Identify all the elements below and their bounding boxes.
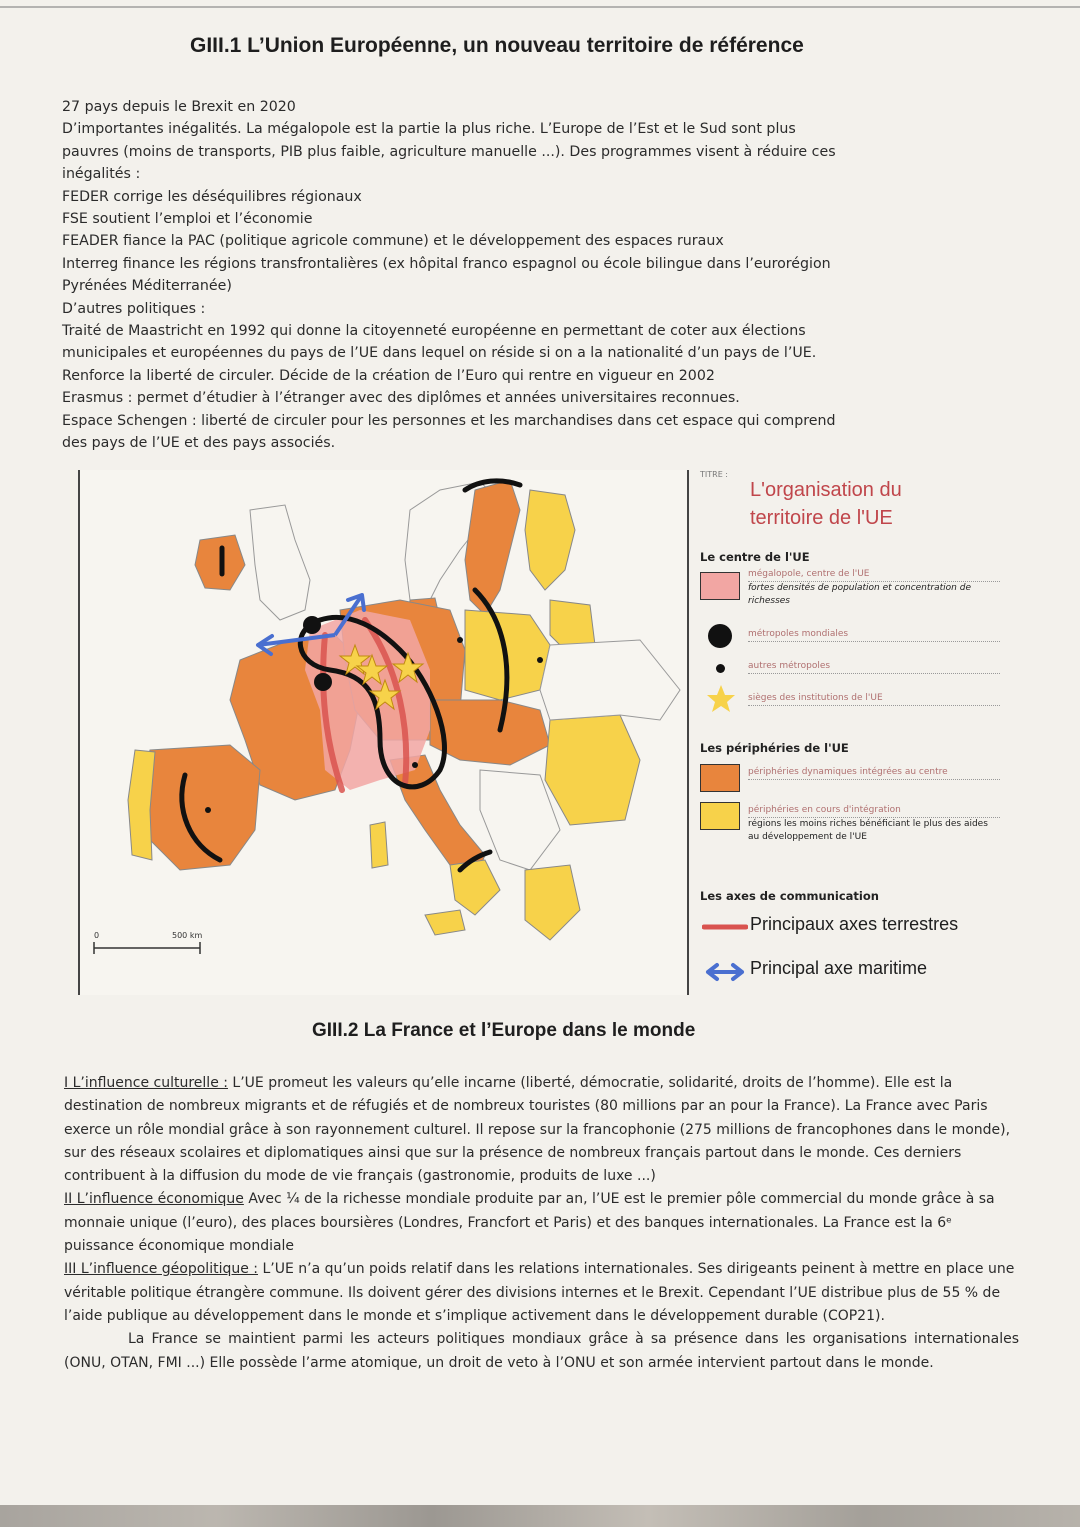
text-economique: Avec ¼ de la richesse mondiale produite par an, l’UE est le premier pôle commercial du monde grâce à sa monnaie unique (l’euro), des places boursières (Londres, Francfort et Paris) et des banques internationales. La France est la 6ᵉ puissance économique mondiale [64, 1191, 995, 1255]
sardinia-island [370, 822, 388, 868]
legend-titre-prefix: TITRE : [700, 470, 728, 479]
section1-body [62, 96, 1022, 455]
metropole-mondiale-london [303, 616, 321, 634]
legend-centre-heading: Le centre de l'UE [700, 550, 810, 564]
paragraph-economique [64, 1188, 1019, 1258]
intro-line: Renforce la liberté de circuler. Décide de la création de l’Euro qui rentre en vigueur en 2002 [62, 367, 715, 384]
scale-zero-label: 0 [94, 931, 100, 940]
legend-row-megalopole [700, 568, 1000, 618]
heading-culturel: I L’influence culturelle : [64, 1075, 228, 1091]
paragraph-culturel [64, 1072, 1019, 1188]
eu-map [78, 470, 689, 995]
periph-dynamiques-swatch [700, 764, 740, 792]
metropole-mondiale-symbol [708, 624, 732, 648]
legend-megalopole-desc: fortes densités de population et concentration de richesses [748, 583, 971, 606]
legend-row-metropoles-mondiales [700, 620, 1000, 654]
heading-geopolitique: III L’influence géopolitique : [64, 1261, 259, 1278]
megalopole-swatch [700, 572, 740, 600]
section2-body [64, 1072, 1019, 1375]
intro-line: FEADER fiance la PAC (politique agricole commune) et le développement des espaces ruraux [62, 233, 724, 250]
star-icon [706, 684, 736, 714]
legend-row-axe-maritime [700, 954, 1000, 988]
autre-metropole-symbol [716, 664, 725, 673]
eu-map-drawing [80, 470, 687, 995]
intro-line: Espace Schengen : liberté de circuler pour les personnes et les marchandises dans cet espace qui comprend [62, 412, 836, 429]
scan-edge-line [0, 6, 1080, 8]
section1-title: GIII.1 L’Union Européenne, un nouveau territoire de référence [190, 34, 804, 57]
legend-title [750, 476, 990, 532]
intro-line: inégalités : [62, 166, 141, 183]
autre-metropole [205, 807, 211, 813]
intro-line: FSE soutient l’emploi et l’économie [62, 211, 313, 228]
legend-axes-heading: Les axes de communication [700, 889, 879, 903]
legend-axes-terrestres: Principaux axes terrestres [750, 914, 959, 934]
legend-sieges: sièges des institutions de l'UE [748, 692, 1000, 706]
intro-line: des pays de l’UE et des pays associés. [62, 435, 336, 452]
legend-periph-desc: régions les moins riches bénéficiant le plus des aides au développement de l'UE [748, 819, 988, 842]
scale-label: 500 km [172, 931, 203, 940]
intro-line: Traité de Maastricht en 1992 qui donne la citoyenneté européenne en permettant de coter aux élections [62, 323, 806, 340]
scan-bottom-edge [0, 1505, 1080, 1527]
intro-line: FEDER corrige les déséquilibres régionaux [62, 188, 362, 205]
paragraph-france: La France se maintient parmi les acteurs politiques mondiaux grâce à sa présence dans les organisations internationales (ONU, OTAN, FMI ...) Elle possède l’arme atomique, un droit de veto à l’ONU et son armée intervient partout dans le monde. [64, 1331, 1019, 1371]
intro-line: Erasmus : permet d’étudier à l’étranger avec des diplômes et années universitaires reconnues. [62, 390, 740, 407]
legend-title-line: territoire de l'UE [750, 507, 893, 529]
legend-row-axes-terrestres [700, 910, 1000, 944]
autre-metropole [537, 657, 543, 663]
legend-row-sieges [700, 682, 1000, 716]
heading-economique: II L’influence économique [64, 1191, 244, 1208]
intro-line: D’autres politiques : [62, 300, 206, 317]
legend-row-periph-integration [700, 798, 1000, 848]
text-geopolitique: L’UE n’a qu’un poids relatif dans les relations internationales. Ses dirigeants peinent à mettre en place une véritable politique étrangère commune. Ils doivent gérer des divisions internes et le Brexit. Cependant l’UE distribue plus de 55 % de l’aide publique au développement dans le monde et s’implique activement dans le développement durable (COP21). [64, 1261, 1015, 1324]
intro-line: D’importantes inégalités. La mégalopole est la partie la plus riche. L’Europe de l’Est et le Sud sont plus [62, 121, 796, 138]
legend-autres-metropoles: autres métropoles [748, 660, 1000, 674]
legend-metropoles-mondiales: métropoles mondiales [748, 628, 1000, 642]
intro-line: municipales et européennes du pays de l’UE dans lequel on réside si on a la nationalité d’un pays de l’UE. [62, 345, 817, 362]
legend-title-line: L'organisation du [750, 479, 902, 501]
intro-line: 27 pays depuis le Brexit en 2020 [62, 99, 296, 115]
legend-periph-integration: périphéries en cours d'intégration [748, 804, 1000, 818]
legend-megalopole-label: mégalopole, centre de l'UE [748, 568, 1000, 582]
periph-integration-swatch [700, 802, 740, 830]
legend-row-autres-metropoles [700, 652, 1000, 686]
metropole-mondiale-paris [314, 673, 332, 691]
legend-peripheries-heading: Les périphéries de l'UE [700, 741, 849, 755]
map-legend [690, 468, 1010, 998]
paragraph-geopolitique [64, 1258, 1019, 1328]
autre-metropole [457, 637, 463, 643]
intro-line: Interreg finance les régions transfrontalières (ex hôpital franco espagnol ou école bilingue dans l’eurorégion [62, 255, 831, 272]
section2-title: GIII.2 La France et l’Europe dans le monde [312, 1020, 696, 1041]
text-culturel: L’UE promeut les valeurs qu’elle incarne (liberté, démocratie, solidarité, droits de l’homme). Elle est la destination de nombreux migrants et de réfugiés et de nombreux touristes (80 millions par an pour la France). La France avec Paris exerce un rôle mondial grâce à son rayonnement culturel. Il repose sur la francophonie (275 millions de francophones dans le monde), sur des réseaux scolaires et diplomatiques ainsi que sur la présence de nombreux français partout dans le monde. Ces derniers contribuent à la diffusion du mode de vie français (gastronomie, produits de luxe ...) [64, 1075, 1011, 1185]
red-line-icon [702, 922, 748, 932]
legend-axe-maritime: Principal axe maritime [750, 958, 928, 978]
legend-row-periph-dynamiques [700, 760, 1000, 794]
intro-line: Pyrénées Méditerranée) [62, 278, 232, 295]
autre-metropole [412, 762, 418, 768]
legend-periph-dynamiques: périphéries dynamiques intégrées au centre [748, 766, 1000, 780]
intro-line: pauvres (moins de transports, PIB plus faible, agriculture manuelle ...). Des programmes visent à réduire ces [62, 143, 836, 160]
double-arrow-icon [704, 960, 746, 984]
